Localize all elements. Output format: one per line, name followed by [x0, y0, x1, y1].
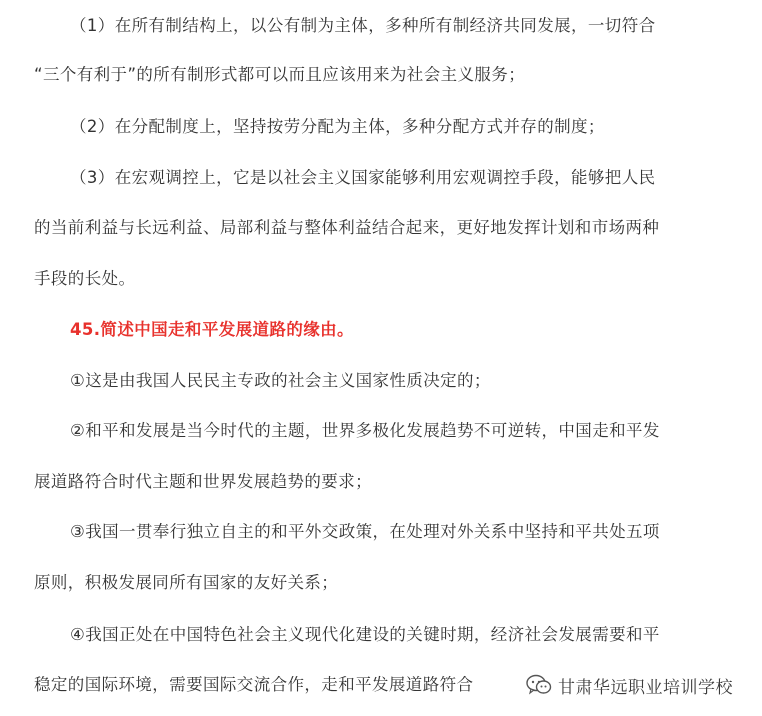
paragraph-line: ②和平和发展是当今时代的主题，世界多极化发展趋势不可逆转，中国走和平发 — [70, 421, 660, 440]
paragraph-line: 展道路符合时代主题和世界发展趋势的要求； — [34, 472, 372, 491]
paragraph-line: （2）在分配制度上，坚持按劳分配为主体，多种分配方式并存的制度； — [70, 117, 605, 136]
paragraph-line: 手段的长处。 — [34, 269, 136, 288]
section-heading: 45.简述中国走和平发展道路的缘由。 — [70, 320, 354, 339]
paragraph-line: ③我国一贯奉行独立自主的和平外交政策，在处理对外关系中坚持和平共处五项 — [70, 522, 660, 541]
paragraph-line: 的当前利益与长远利益、局部利益与整体利益结合起来，更好地发挥计划和市场两种 — [34, 218, 660, 237]
wechat-icon — [526, 674, 552, 696]
paragraph-line: 原则，积极发展同所有国家的友好关系； — [34, 573, 339, 592]
paragraph-line: 稳定的国际环境，需要国际交流合作，走和平发展道路符合 — [34, 675, 474, 694]
paragraph-line: ④我国正处在中国特色社会主义现代化建设的关键时期，经济社会发展需要和平 — [70, 625, 660, 644]
watermark-text: 甘肃华远职业培训学校 — [558, 677, 733, 698]
watermark — [520, 670, 739, 700]
paragraph-line: （3）在宏观调控上，它是以社会主义国家能够利用宏观调控手段，能够把人民 — [70, 168, 656, 187]
paragraph-line: ①这是由我国人民民主专政的社会主义国家性质决定的； — [70, 371, 491, 390]
paragraph-line: （1）在所有制结构上，以公有制为主体，多种所有制经济共同发展，一切符合 — [70, 16, 656, 35]
paragraph-line: “三个有利于”的所有制形式都可以而且应该用来为社会主义服务； — [34, 65, 526, 84]
